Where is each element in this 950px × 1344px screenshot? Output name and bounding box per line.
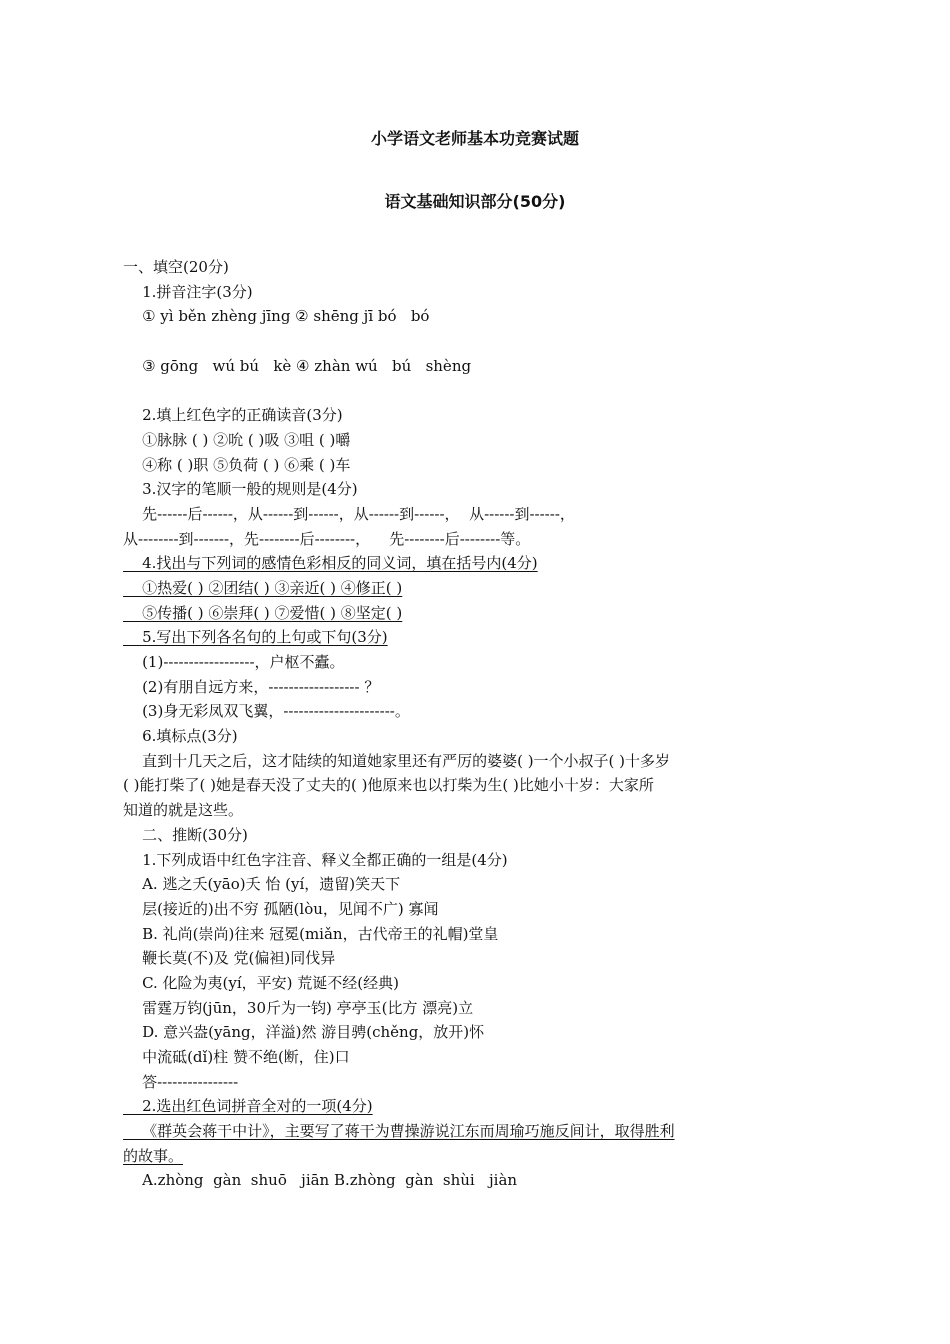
section-title: 语文基础知识部分(50分) — [384, 192, 566, 211]
text-line: (3)身无彩凤双飞翼，----------------------。 — [123, 702, 410, 721]
text-line: ③ gōng wú bú kè ④ zhàn wú bú shèng — [123, 356, 472, 375]
text-line: 1.拼音注字(3分) — [123, 282, 253, 301]
text-line: A. 逃之夭(yāo)夭 怡 (yí，遗留)笑天下 — [123, 875, 401, 894]
text-line: 6.填标点(3分) — [123, 727, 238, 746]
text-line: 雷霆万钧(jūn，30斤为一钧) 亭亭玉(比方 漂亮)立 — [123, 998, 474, 1017]
text-line: C. 化险为夷(yí，平安) 荒诞不经(经典) — [123, 973, 399, 992]
document-title: 小学语文老师基本功竞赛试题 — [370, 129, 579, 148]
text-line: (2)有朋自远方来，------------------ ？ — [123, 677, 380, 696]
text-line: 从--------到-------，先--------后--------， 先--------后--------等。 — [123, 529, 531, 548]
text-line: 直到十几天之后，这才陆续的知道她家里还有严厉的婆婆( )一个小叔子( )十多岁 — [123, 751, 671, 770]
underlined-line: 的故事。 — [123, 1146, 184, 1165]
underlined-line: ①热爱( ) ②团结( ) ③亲近( ) ④修正( ) — [123, 578, 403, 597]
text-line: 2.填上红色字的正确读音(3分) — [123, 406, 343, 425]
text-line: D. 意兴盎(yāng，洋溢)然 游目骋(chěng，放开)怀 — [123, 1023, 485, 1042]
text-line: 一、填空(20分) — [123, 258, 229, 276]
text-line: ①脉脉 ( ) ②吮 ( )吸 ③咀 ( )嚼 — [123, 430, 351, 449]
document-body — [123, 255, 843, 1193]
underlined-line: 2.选出红色词拼音全对的一项(4分) — [123, 1097, 373, 1116]
text-line: 中流砥(dǐ)柱 赞不绝(断，住)口 — [123, 1048, 350, 1066]
text-line: ④称 ( )职 ⑤负荷 ( ) ⑥乘 ( )车 — [123, 455, 351, 474]
underlined-line: 《群英会蒋干中计》，主要写了蒋干为曹操游说江东而周瑜巧施反间计，取得胜利 — [123, 1122, 675, 1141]
text-line: B. 礼尚(崇尚)往来 冠冕(miǎn，古代帝王的礼帽)堂皇 — [123, 924, 499, 943]
text-line: (1)------------------，户枢不蠹。 — [123, 653, 345, 671]
underlined-line: ⑤传播( ) ⑥崇拜( ) ⑦爱惜( ) ⑧坚定( ) — [123, 603, 403, 622]
text-line: 鞭长莫(不)及 党(偏袒)同伐异 — [123, 949, 336, 968]
blank-line — [123, 378, 843, 403]
text-line: 3.汉字的笔顺一般的规则是(4分) — [123, 480, 358, 499]
text-line: 二、推断(30分) — [123, 825, 248, 844]
blank-line — [123, 329, 843, 354]
text-line: 知道的就是这些。 — [123, 801, 244, 820]
underlined-line: 4.找出与下列词的感情色彩相反的同义词，填在括号内(4分) — [123, 554, 538, 573]
text-line: 答---------------- — [123, 1072, 239, 1091]
text-line: 层(接近的)出不穷 孤陋(lòu，见闻不广) 寡闻 — [123, 899, 439, 918]
text-line: A.zhòng gàn shuō jiān B.zhòng gàn shùi jiàn — [123, 1171, 518, 1190]
underlined-line: 5.写出下列各名句的上句或下句(3分) — [123, 628, 388, 647]
text-line: 1.下列成语中红色字注音、释义全都正确的一组是(4分) — [123, 850, 508, 869]
text-line: ( )能打柴了( )她是春天没了丈夫的( )他原来也以打柴为生( )比她小十岁：大家所 — [123, 776, 654, 795]
text-line: ① yì běn zhèng jīng ② shēng jī bó bó — [123, 307, 430, 326]
text-line: 先------后------，从------到------，从------到------， 从------到------， — [123, 504, 575, 523]
